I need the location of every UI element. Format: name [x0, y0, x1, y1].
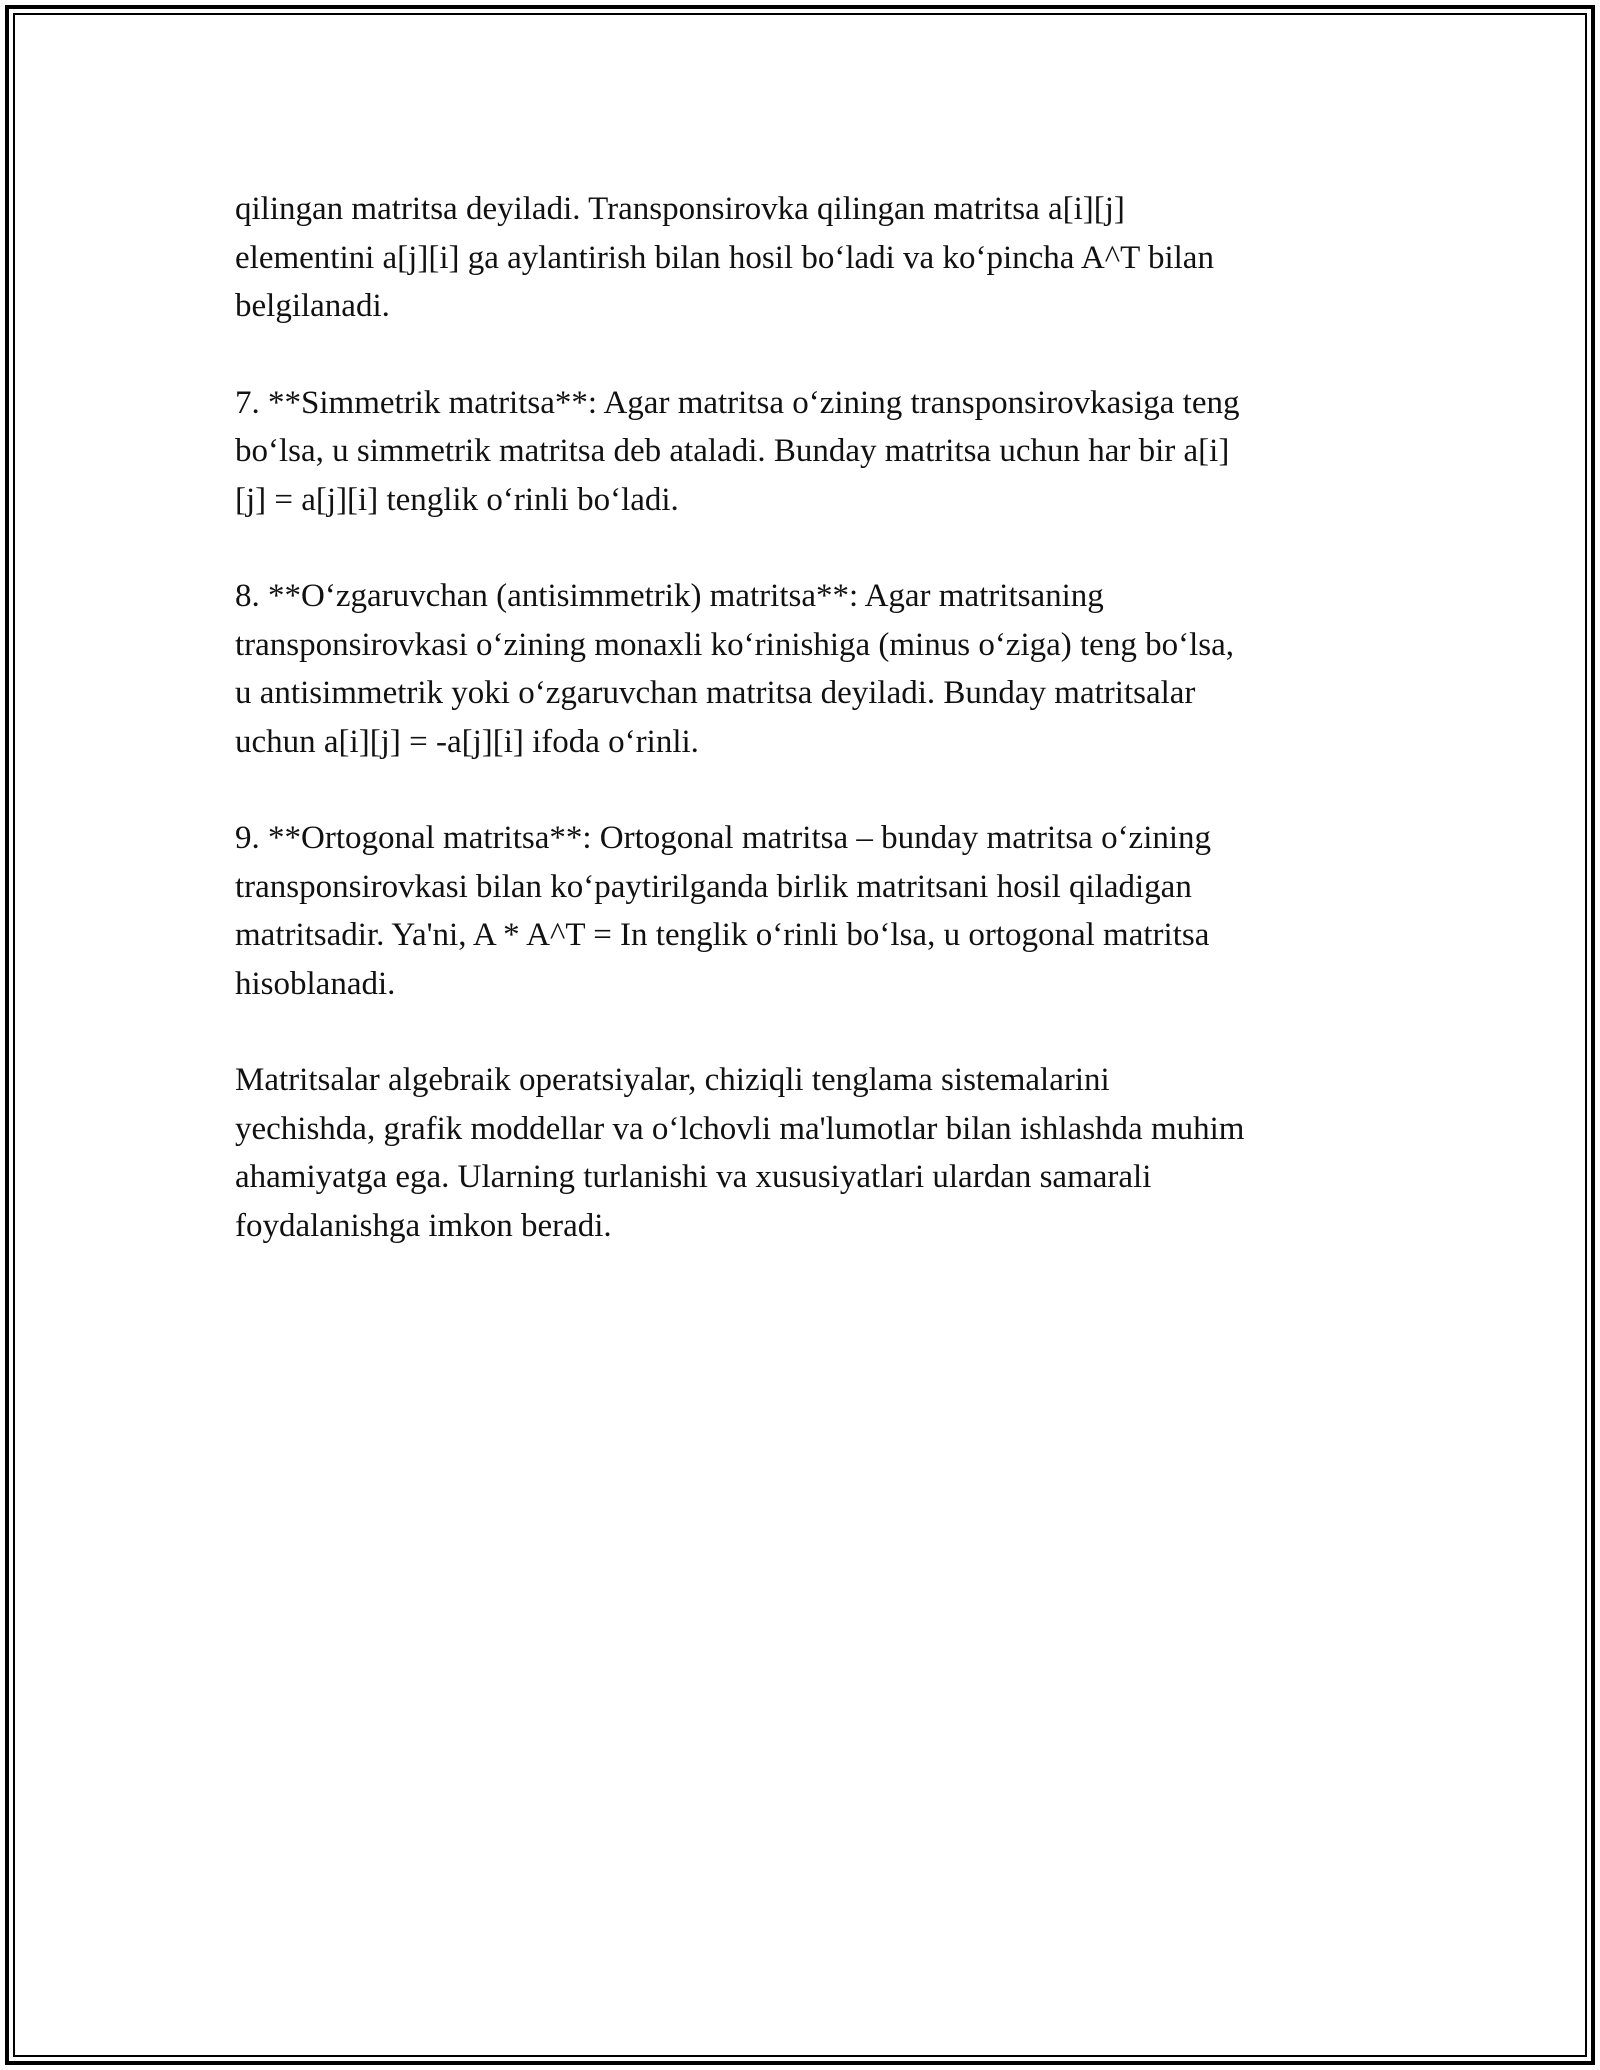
text-line: belgilanadi.	[235, 288, 390, 324]
text-line: 8. **O‘zgaruvchan (antisimmetrik) matritsa**: Agar matritsaning	[235, 578, 1104, 614]
paragraph-symmetric-matrix	[235, 379, 1370, 525]
text-line: transponsirovkasi o‘zining monaxli ko‘rinishiga (minus o‘ziga) teng bo‘lsa,	[235, 626, 1234, 663]
document-body	[235, 185, 1370, 1298]
text-line: qilingan matritsa deyiladi. Transponsirovka qilingan matritsa a[i][j]	[235, 191, 1125, 227]
text-line: yechishda, grafik moddellar va o‘lchovli ma'lumotlar bilan ishlashda muhim	[235, 1110, 1245, 1147]
text-line: 9. **Ortogonal matritsa**: Ortogonal matritsa – bunday matritsa o‘zining	[235, 820, 1212, 856]
text-line: elementini a[j][i] ga aylantirish bilan hosil bo‘ladi va ko‘pincha A^T bilan	[235, 239, 1214, 276]
text-line: uchun a[i][j] = -a[j][i] ifoda o‘rinli.	[235, 723, 699, 760]
text-line: 7. **Simmetrik matritsa**: Agar matritsa o‘zining transponsirovkasiga teng	[235, 384, 1240, 421]
text-line: [j] = a[j][i] tenglik o‘rinli bo‘ladi.	[235, 481, 679, 518]
text-line: ahamiyatga ega. Ularning turlanishi va xususiyatlari ulardan samarali	[235, 1159, 1152, 1195]
paragraph-conclusion	[235, 1056, 1370, 1250]
paragraph-transpose-continuation	[235, 185, 1370, 331]
text-line: foydalanishga imkon beradi.	[235, 1207, 612, 1244]
text-line: transponsirovkasi bilan ko‘paytirilganda birlik matritsani hosil qiladigan	[235, 868, 1192, 905]
text-line: Matritsalar algebraik operatsiyalar, chiziqli tenglama sistemalarini	[235, 1062, 1110, 1098]
paragraph-orthogonal-matrix	[235, 814, 1370, 1008]
text-line: matritsadir. Ya'ni, A * A^T = In tenglik o‘rinli bo‘lsa, u ortogonal matritsa	[235, 917, 1210, 953]
text-line: hisoblanadi.	[235, 965, 396, 1002]
text-line: bo‘lsa, u simmetrik matritsa deb ataladi. Bunday matritsa uchun har bir a[i]	[235, 433, 1230, 469]
text-line: u antisimmetrik yoki o‘zgaruvchan matritsa deyiladi. Bunday matritsalar	[235, 675, 1196, 711]
paragraph-antisymmetric-matrix	[235, 572, 1370, 766]
